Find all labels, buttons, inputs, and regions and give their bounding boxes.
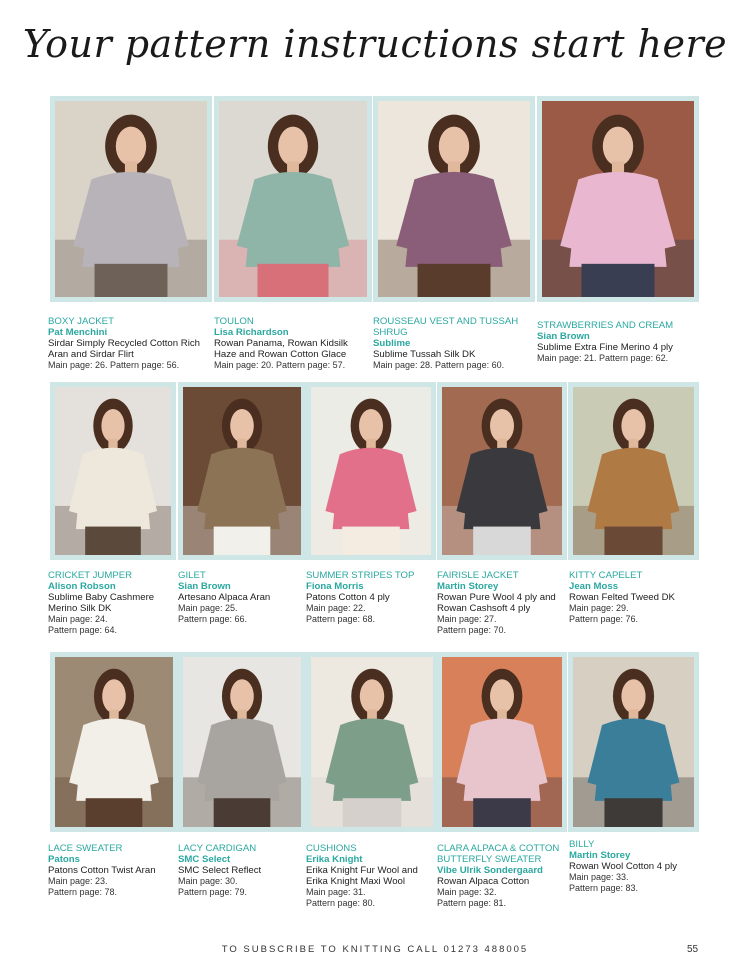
pattern-name: LACY CARDIGAN	[178, 843, 257, 854]
pattern-name: CRICKET JUMPER	[48, 570, 133, 581]
pattern-caption	[373, 316, 533, 371]
model-illustration	[442, 387, 562, 555]
pattern-designer: Sian Brown	[178, 581, 231, 592]
pattern-designer: Sian Brown	[537, 331, 590, 342]
pattern-yarn: SMC Select Reflect	[178, 865, 262, 876]
pattern-designer: Vibe Ulrik Sondergaard	[437, 865, 543, 876]
pattern-caption	[306, 843, 438, 909]
pattern-name: SUMMER STRIPES TOP	[306, 570, 415, 581]
model-illustration	[573, 657, 694, 827]
pattern-yarn: Patons Cotton 4 ply	[306, 592, 390, 603]
pattern-photo	[306, 652, 438, 832]
subscribe-footer: TO SUBSCRIBE TO KNITTING CALL 01273 488005	[221, 944, 529, 955]
pattern-designer: Pat Menchini	[48, 327, 108, 338]
pattern-yarn: Artesano Alpaca Aran	[178, 592, 271, 603]
pattern-photo	[373, 96, 535, 302]
model-illustration	[311, 657, 433, 827]
pattern-designer: Martin Storey	[569, 850, 631, 861]
pattern-yarn: Rowan Wool Cotton 4 ply	[569, 861, 678, 872]
pattern-yarn: Rowan Pure Wool 4 ply and Rowan Cashsoft 4 ply	[437, 592, 556, 614]
pattern-yarn: Rowan Alpaca Cotton	[437, 876, 530, 887]
pattern-name: LACE SWEATER	[48, 843, 123, 854]
pattern-photo	[178, 652, 306, 832]
model-illustration	[55, 657, 173, 827]
pattern-designer: SMC Select	[178, 854, 231, 865]
pattern-name: TOULON	[214, 316, 254, 327]
model-illustration	[183, 657, 301, 827]
pattern-designer: Sublime	[373, 338, 411, 349]
pattern-caption	[48, 843, 176, 898]
pattern-yarn: Erika Knight Fur Wool and Erika Knight Maxi Wool	[306, 865, 418, 887]
pattern-page-ref: Pattern page: 79.	[178, 887, 248, 897]
model-illustration	[311, 387, 431, 555]
pattern-name: GILET	[178, 570, 206, 581]
pattern-page-ref: Pattern page: 83.	[569, 883, 639, 893]
pattern-name: ROUSSEAU VEST AND TUSSAH SHRUG	[373, 316, 519, 338]
page-title: Your pattern instructions start here	[22, 22, 728, 66]
pattern-photo	[568, 382, 699, 560]
pattern-caption	[48, 316, 213, 371]
pattern-page-ref: Pattern page: 81.	[437, 898, 507, 908]
model-illustration	[55, 101, 207, 297]
model-illustration	[55, 387, 171, 555]
model-illustration	[542, 101, 694, 297]
pattern-caption	[569, 570, 700, 625]
pattern-caption	[48, 570, 176, 636]
pattern-photo	[50, 652, 178, 832]
pattern-name: CLARA ALPACA & COTTON BUTTERFLY SWEATER	[437, 843, 560, 865]
pattern-page-ref: Main page: 24.	[48, 614, 108, 624]
pattern-page-ref: Pattern page: 66.	[178, 614, 248, 624]
pattern-photo	[50, 96, 212, 302]
pattern-page-ref: Main page: 20. Pattern page: 57.	[214, 360, 346, 370]
pattern-yarn: Rowan Panama, Rowan Kidsilk Haze and Rowan Cotton Glace	[214, 338, 348, 360]
pattern-page-ref: Main page: 33.	[569, 872, 629, 882]
pattern-page-ref: Main page: 28. Pattern page: 60.	[373, 360, 505, 370]
pattern-caption	[569, 839, 700, 894]
pattern-photo	[178, 382, 306, 560]
pattern-photo	[537, 96, 699, 302]
pattern-caption	[537, 320, 697, 364]
pattern-yarn: Sublime Baby Cashmere Merino Silk DK	[48, 592, 155, 614]
pattern-designer: Patons	[48, 854, 80, 865]
pattern-designer: Jean Moss	[569, 581, 619, 592]
pattern-page-ref: Main page: 26. Pattern page: 56.	[48, 360, 180, 370]
pattern-designer: Fiona Morris	[306, 581, 364, 592]
pattern-yarn: Patons Cotton Twist Aran	[48, 865, 156, 876]
pattern-name: STRAWBERRIES AND CREAM	[537, 320, 674, 331]
pattern-photo	[306, 382, 436, 560]
pattern-caption	[178, 843, 306, 898]
pattern-photo	[437, 382, 567, 560]
pattern-yarn: Rowan Felted Tweed DK	[569, 592, 675, 603]
pattern-page-ref: Pattern page: 76.	[569, 614, 639, 624]
pattern-yarn: Sublime Tussah Silk DK	[373, 349, 476, 360]
pattern-page-ref: Pattern page: 64.	[48, 625, 118, 635]
pattern-caption	[437, 843, 569, 909]
pattern-caption	[178, 570, 306, 625]
pattern-yarn: Sublime Extra Fine Merino 4 ply	[537, 342, 673, 353]
pattern-designer: Martin Storey	[437, 581, 499, 592]
pattern-page-ref: Pattern page: 70.	[437, 625, 507, 635]
pattern-page-ref: Main page: 30.	[178, 876, 238, 886]
pattern-page-ref: Pattern page: 78.	[48, 887, 118, 897]
pattern-page-ref: Main page: 31.	[306, 887, 366, 897]
pattern-photo	[437, 652, 567, 832]
pattern-name: BOXY JACKET	[48, 316, 114, 327]
model-illustration	[442, 657, 562, 827]
pattern-page-ref: Main page: 21. Pattern page: 62.	[537, 353, 669, 363]
model-illustration	[378, 101, 530, 297]
pattern-caption	[306, 570, 436, 625]
page-number: 55	[687, 944, 699, 955]
pattern-page-ref: Main page: 27.	[437, 614, 497, 624]
pattern-caption	[214, 316, 369, 371]
pattern-page-ref: Main page: 25.	[178, 603, 238, 613]
pattern-page-ref: Pattern page: 80.	[306, 898, 376, 908]
pattern-name: BILLY	[569, 839, 595, 850]
pattern-name: FAIRISLE JACKET	[437, 570, 519, 581]
pattern-caption	[437, 570, 569, 636]
pattern-page-ref: Main page: 32.	[437, 887, 497, 897]
pattern-name: CUSHIONS	[306, 843, 357, 854]
pattern-name: KITTY CAPELET	[569, 570, 643, 581]
model-illustration	[183, 387, 301, 555]
pattern-page-ref: Main page: 29.	[569, 603, 629, 613]
pattern-photo	[214, 96, 372, 302]
model-illustration	[219, 101, 367, 297]
pattern-designer: Lisa Richardson	[214, 327, 289, 338]
pattern-page-ref: Main page: 23.	[48, 876, 108, 886]
pattern-page-ref: Main page: 22.	[306, 603, 366, 613]
pattern-designer: Alison Robson	[48, 581, 116, 592]
pattern-yarn: Sirdar Simply Recycled Cotton Rich Aran and Sirdar Flirt	[48, 338, 200, 360]
pattern-designer: Erika Knight	[306, 854, 363, 865]
model-illustration	[573, 387, 694, 555]
pattern-photo	[568, 652, 699, 832]
pattern-page-ref: Pattern page: 68.	[306, 614, 376, 624]
pattern-photo	[50, 382, 176, 560]
